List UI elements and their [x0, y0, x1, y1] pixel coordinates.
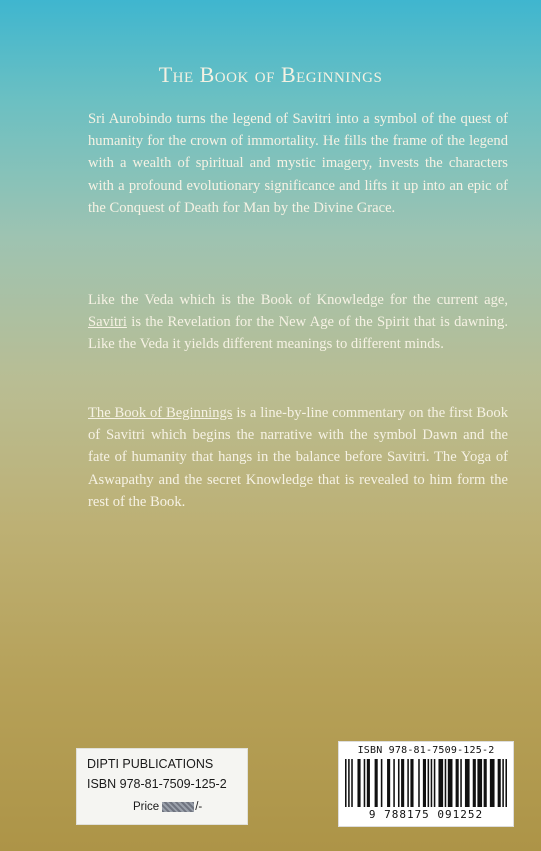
- paragraph-commentary: [88, 402, 508, 513]
- publisher-name: DIPTI PUBLICATIONS: [87, 757, 214, 771]
- savitri-title-underlined: Savitri: [88, 314, 127, 331]
- paragraph-veda-text-b: is the Revelation for the New Age of the Spirit that is dawning. Like the Veda it yields different meanings to different minds.: [88, 314, 508, 353]
- paragraph-veda: [88, 289, 508, 356]
- paragraph-intro: Sri Aurobindo turns the legend of Savitri into a symbol of the quest of humanity for the crown of immortality. He fills the frame of the legend with a wealth of spiritual and mystic imagery, invests the characters with a profound evolutionary significance and lifts it up into an epic of the Conquest of Death for Man by the Divine Grace.: [88, 111, 508, 216]
- price-label: Price: [133, 801, 160, 813]
- barcode-digits: 9 788175 091252: [368, 808, 484, 821]
- publisher-label: [76, 748, 248, 825]
- book-title-underlined: The Book of Beginnings: [88, 405, 233, 421]
- publisher-isbn: ISBN 978-81-7509-125-2: [87, 777, 227, 791]
- paragraph-commentary-text: is a line-by-line commentary on the first Book of Savitri which begins the narrative with the symbol Dawn and the fate of humanity that hangs in the balance before Savitri. The Yoga of Aswapathy and the secret Knowledge that is revealed to him form the rest of the Book.: [88, 405, 508, 510]
- paragraph-veda-text-a: Like the Veda which is the Book of Knowledge for the current age,: [88, 292, 508, 308]
- price-line: [133, 801, 202, 813]
- barcode-label: [338, 741, 514, 827]
- barcode-isbn: ISBN 978-81-7509-125-2: [357, 745, 495, 756]
- barcode-bars: [345, 759, 507, 807]
- price-obscured-sticker: [162, 802, 194, 812]
- price-suffix: /-: [195, 801, 203, 813]
- book-title: The Book of Beginnings: [158, 62, 383, 87]
